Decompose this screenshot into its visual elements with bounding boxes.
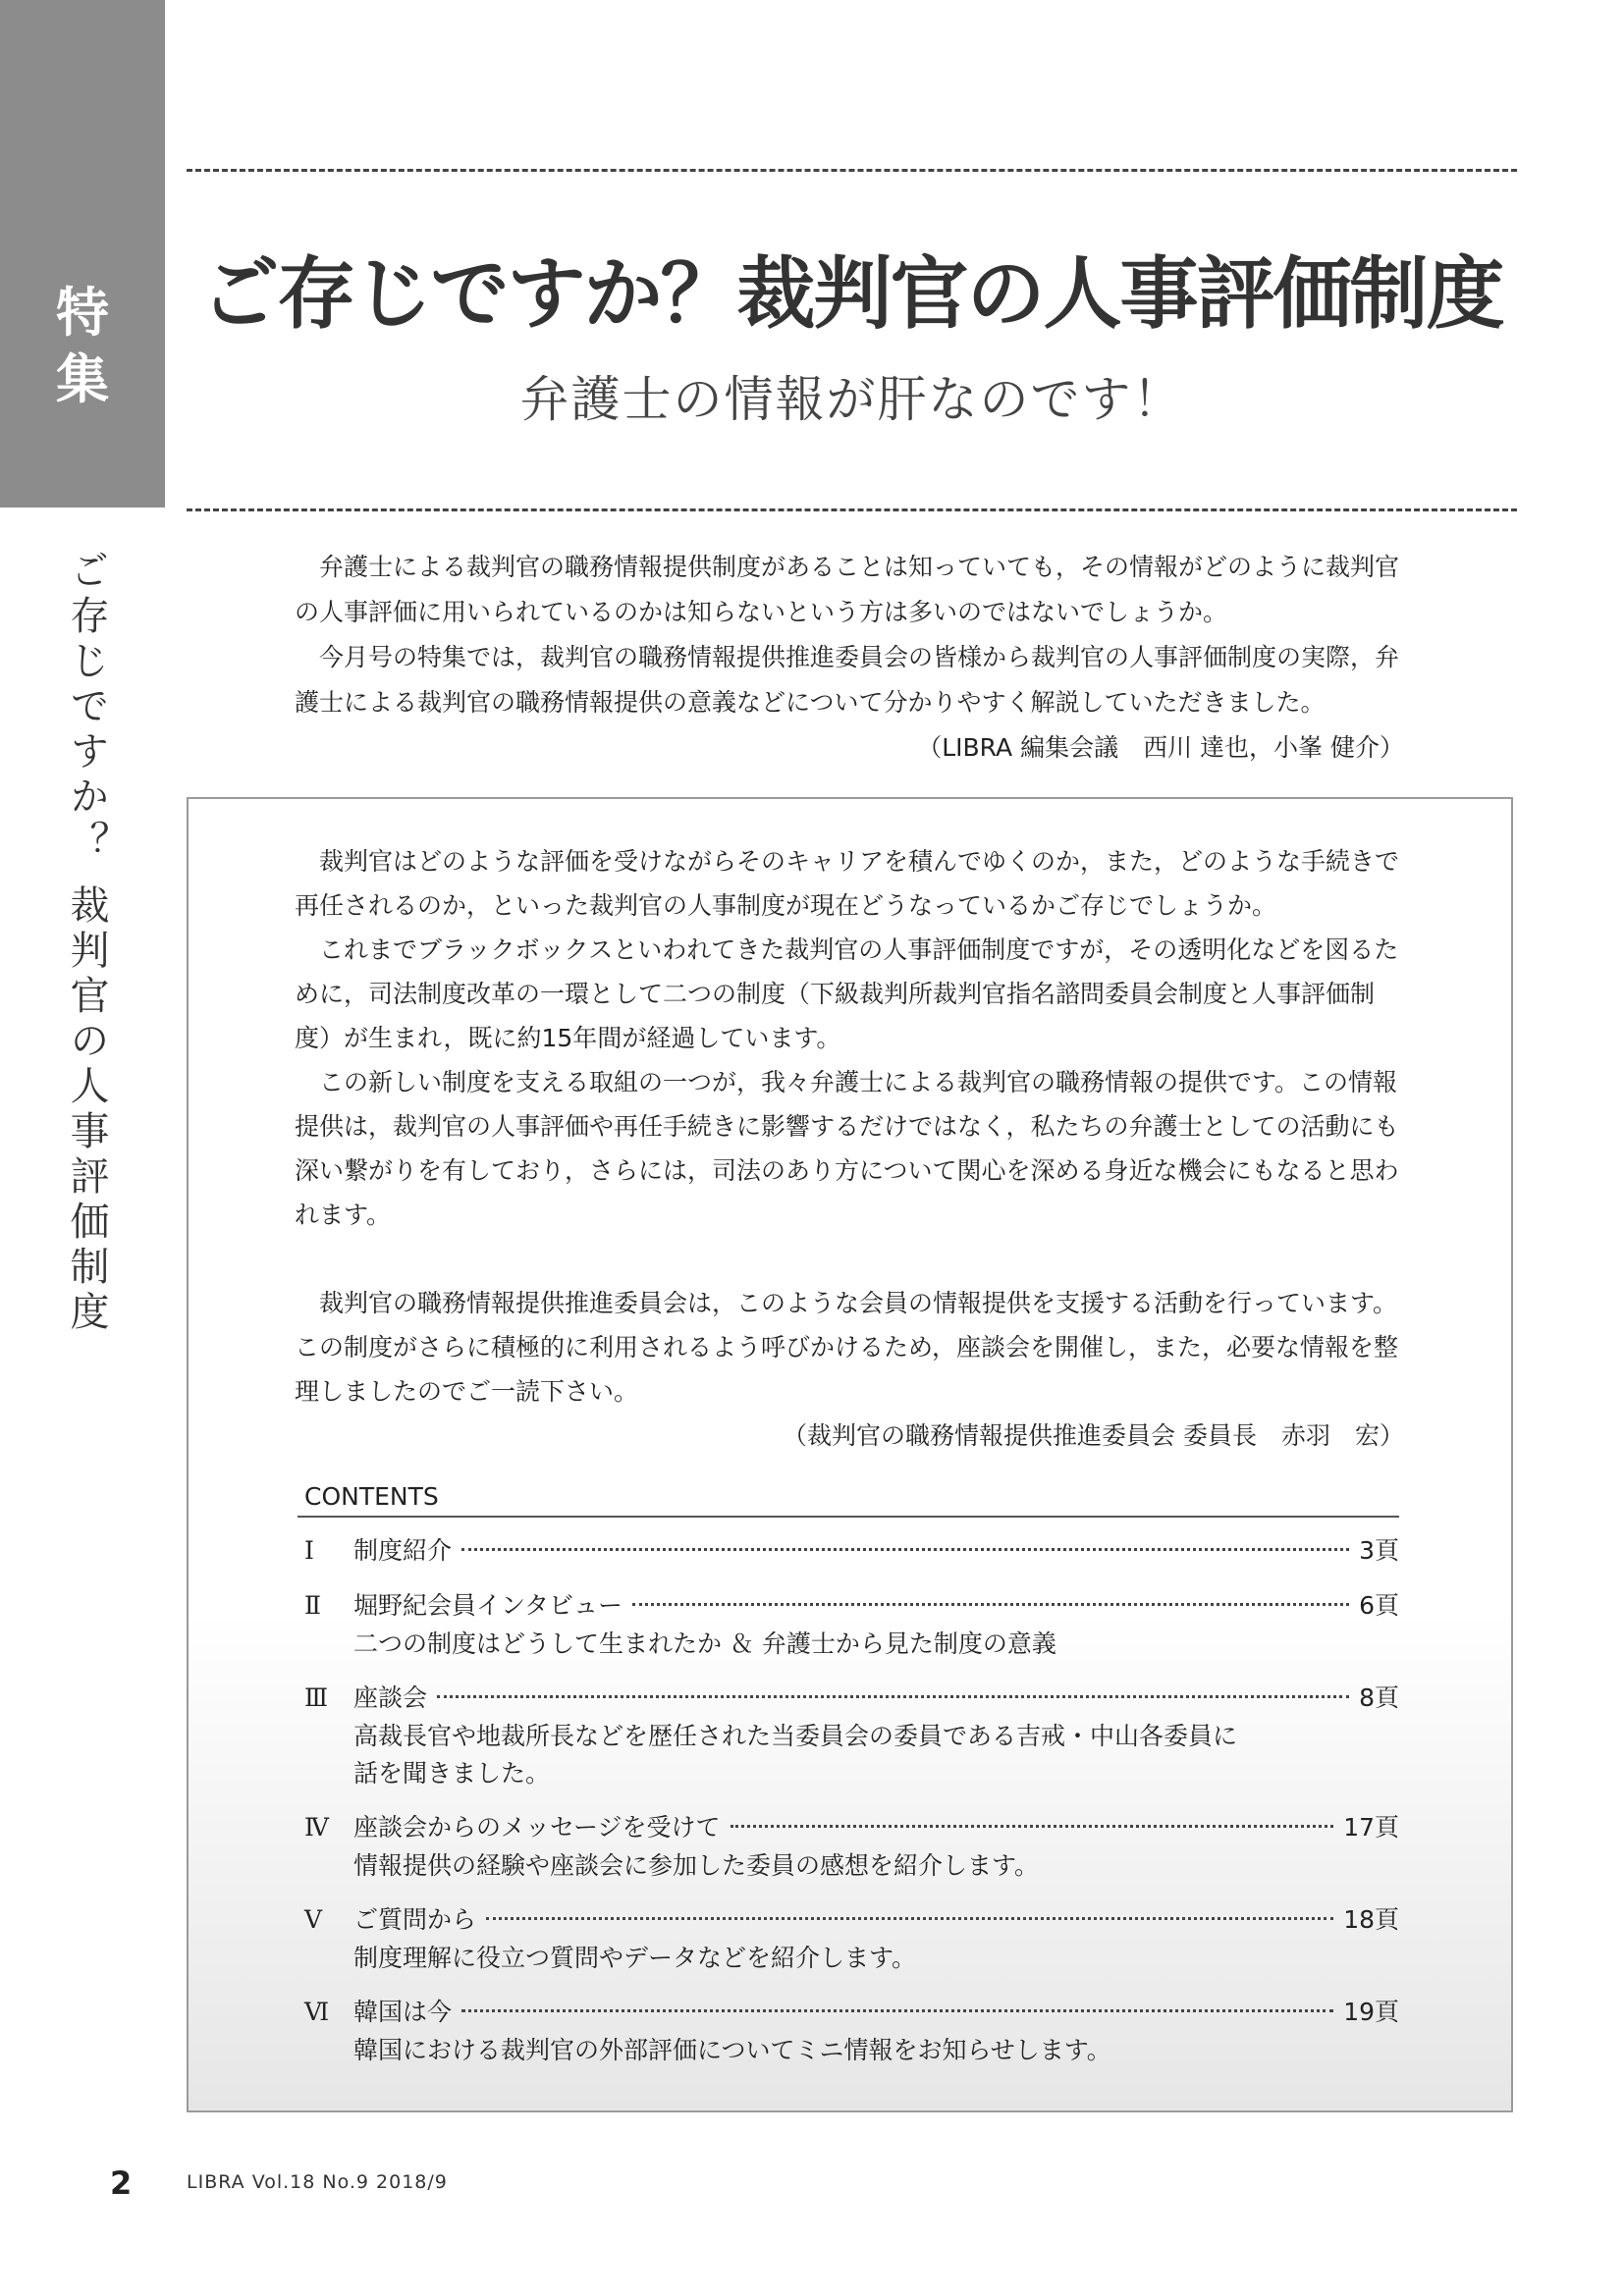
table-of-contents: [304, 1531, 1399, 2085]
toc-item-description: 制度理解に役立つ質問やデータなどを紹介します。: [353, 1944, 917, 1972]
toc-item-description: 二つの制度はどうして生まれたか ＆ 弁護士から見た制度の意義: [353, 1629, 1056, 1658]
bottom-dashed-divider: [187, 508, 1517, 511]
toc-item-number: Ⅱ: [304, 1591, 321, 1620]
intro-signature: （LIBRA 編集会議 西川 達也，小峯 健介）: [917, 733, 1404, 762]
toc-item-page: 17頁: [1343, 1813, 1399, 1842]
page-title: ご存じですか？裁判官の人事評価制度: [200, 248, 1503, 340]
message-text: [295, 839, 1404, 1458]
toc-item-description: 情報提供の経験や座談会に参加した委員の感想を紹介します。: [353, 1851, 1040, 1880]
toc-item-number: Ⅰ: [304, 1536, 314, 1565]
toc-item-number: Ⅵ: [304, 1998, 330, 2026]
toc-dot-leader: [731, 1825, 1334, 1828]
toc-item[interactable]: [304, 1531, 1399, 1571]
publication-info: LIBRA Vol.18 No.9 2018/9: [187, 2171, 448, 2193]
toc-item-page: 18頁: [1343, 1905, 1399, 1934]
toc-item-title: 座談会からのメッセージを受けて: [353, 1813, 721, 1842]
toc-item[interactable]: [304, 1586, 1399, 1663]
toc-dot-leader: [461, 2009, 1333, 2012]
message-paragraph-3: この新しい制度を支える取組の一つが，我々弁護士による裁判官の職務情報の提供です。この情報提供は，裁判官の人事評価や再任手続きに影響するだけではなく，私たちの弁護士としての活動にも深い繋がりを有しており，さらには，司法のあり方について関心を深める身近な機会にもなると思われます。: [295, 1068, 1399, 1229]
toc-dot-leader: [461, 1548, 1349, 1551]
toc-item-description: 高裁長官や地裁所長などを歴任された当委員会の委員である吉戒・中山各委員に話を聞きました。: [353, 1722, 1238, 1788]
intro-section: [295, 545, 1404, 771]
toc-item[interactable]: [304, 1993, 1399, 2069]
toc-dot-leader: [632, 1603, 1349, 1606]
toc-item-page: 19頁: [1343, 1998, 1399, 2026]
feature-label-top: 特: [56, 282, 109, 344]
toc-item-title: 座談会: [353, 1683, 428, 1712]
message-paragraph-1: 裁判官はどのような評価を受けながらそのキャリアを積んでゆくのか，また，どのような手続きで再任されるのか，といった裁判官の人事制度が現在どうなっているかご存じでしょうか。: [295, 847, 1400, 920]
contents-heading: CONTENTS: [304, 1482, 439, 1511]
toc-item-title: 制度紹介: [353, 1536, 453, 1565]
vertical-running-title: ご存じですか？ 裁判官の人事評価制度: [64, 550, 109, 1336]
toc-dot-leader: [486, 1917, 1333, 1920]
page-subtitle: 弁護士の情報が肝なのです！: [519, 371, 1184, 428]
toc-item-page: 8頁: [1359, 1683, 1399, 1712]
feature-label: [0, 280, 165, 413]
toc-dot-leader: [437, 1695, 1349, 1698]
feature-label-bottom: 集: [56, 348, 109, 410]
intro-paragraph-1: 弁護士による裁判官の職務情報提供制度があることは知っていても，その情報がどのように裁判官の人事評価に用いられているのかは知らないという方は多いのではないでしょうか。: [295, 553, 1400, 626]
message-paragraph-4: 裁判官の職務情報提供推進委員会は，このような会員の情報提供を支援する活動を行っています。この制度がさらに積極的に利用されるよう呼びかけるため，座談会を開催し，また，必要な情報を整理しましたのでご一読下さい。: [295, 1289, 1399, 1406]
toc-item-number: Ⅲ: [304, 1683, 329, 1712]
toc-item-number: Ⅴ: [304, 1905, 323, 1934]
toc-item-title: 堀野紀会員インタビュー: [353, 1591, 623, 1620]
toc-item[interactable]: [304, 1808, 1399, 1885]
toc-item-title: 韓国は今: [353, 1998, 453, 2026]
toc-item-number: Ⅳ: [304, 1813, 329, 1842]
toc-item-title: ご質問から: [353, 1905, 477, 1934]
page-number: 2: [110, 2164, 133, 2202]
contents-divider: [298, 1516, 1399, 1518]
message-signature: （裁判官の職務情報提供推進委員会 委員長 赤羽 宏）: [783, 1421, 1404, 1450]
feature-tab: [0, 0, 165, 507]
toc-item[interactable]: [304, 1679, 1399, 1792]
toc-item-page: 6頁: [1359, 1591, 1399, 1620]
intro-paragraph-2: 今月号の特集では，裁判官の職務情報提供推進委員会の皆様から裁判官の人事評価制度の実際，弁護士による裁判官の職務情報提供の意義などについて分かりやすく解説していただきました。: [295, 643, 1400, 717]
toc-item-page: 3頁: [1359, 1536, 1399, 1565]
toc-item-description: 韓国における裁判官の外部評価についてミニ情報をお知らせします。: [353, 2036, 1111, 2064]
top-dashed-divider: [187, 169, 1517, 172]
message-paragraph-2: これまでブラックボックスといわれてきた裁判官の人事評価制度ですが，その透明化などを図るために，司法制度改革の一環として二つの制度（下級裁判所裁判官指名諮問委員会制度と人事評価制度）が生まれ，既に約15年間が経過しています。: [295, 935, 1399, 1052]
toc-item[interactable]: [304, 1900, 1399, 1977]
